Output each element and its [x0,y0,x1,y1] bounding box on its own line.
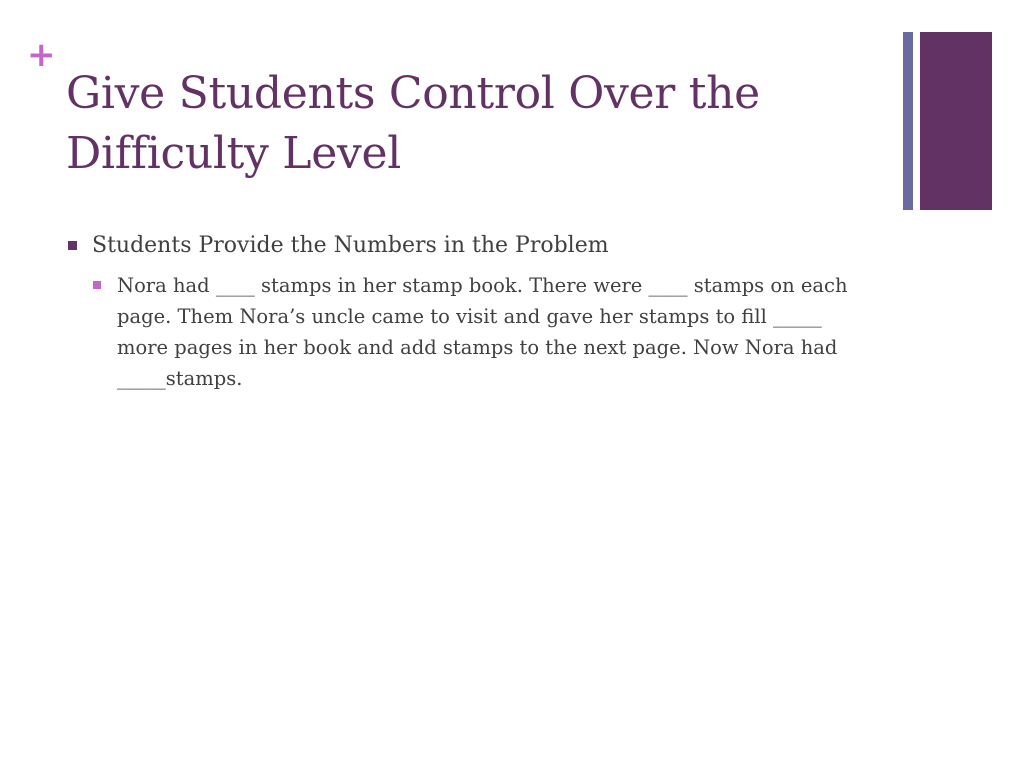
slide-title: Give Students Control Over the Difficulty Level [66,68,760,179]
sub-bullet-text: Nora had ____ stamps in her stamp book. There were ____ stamps on each page. Them Nora’s uncle came to visit and gave her stamps to fill _____ more pages in her book and add stamps to the next page. Now Nora had _____stamps. [117,274,848,390]
square-sub-bullet-icon [93,281,101,289]
slide-content [68,230,898,394]
plus-icon: + [27,35,56,75]
square-bullet-icon [68,241,77,250]
bullet-text: Students Provide the Numbers in the Problem [92,233,609,258]
sub-bullet-item [93,270,877,394]
decorative-thin-bar [903,32,913,210]
decorative-thick-bar [920,32,992,210]
bullet-item [68,230,898,261]
